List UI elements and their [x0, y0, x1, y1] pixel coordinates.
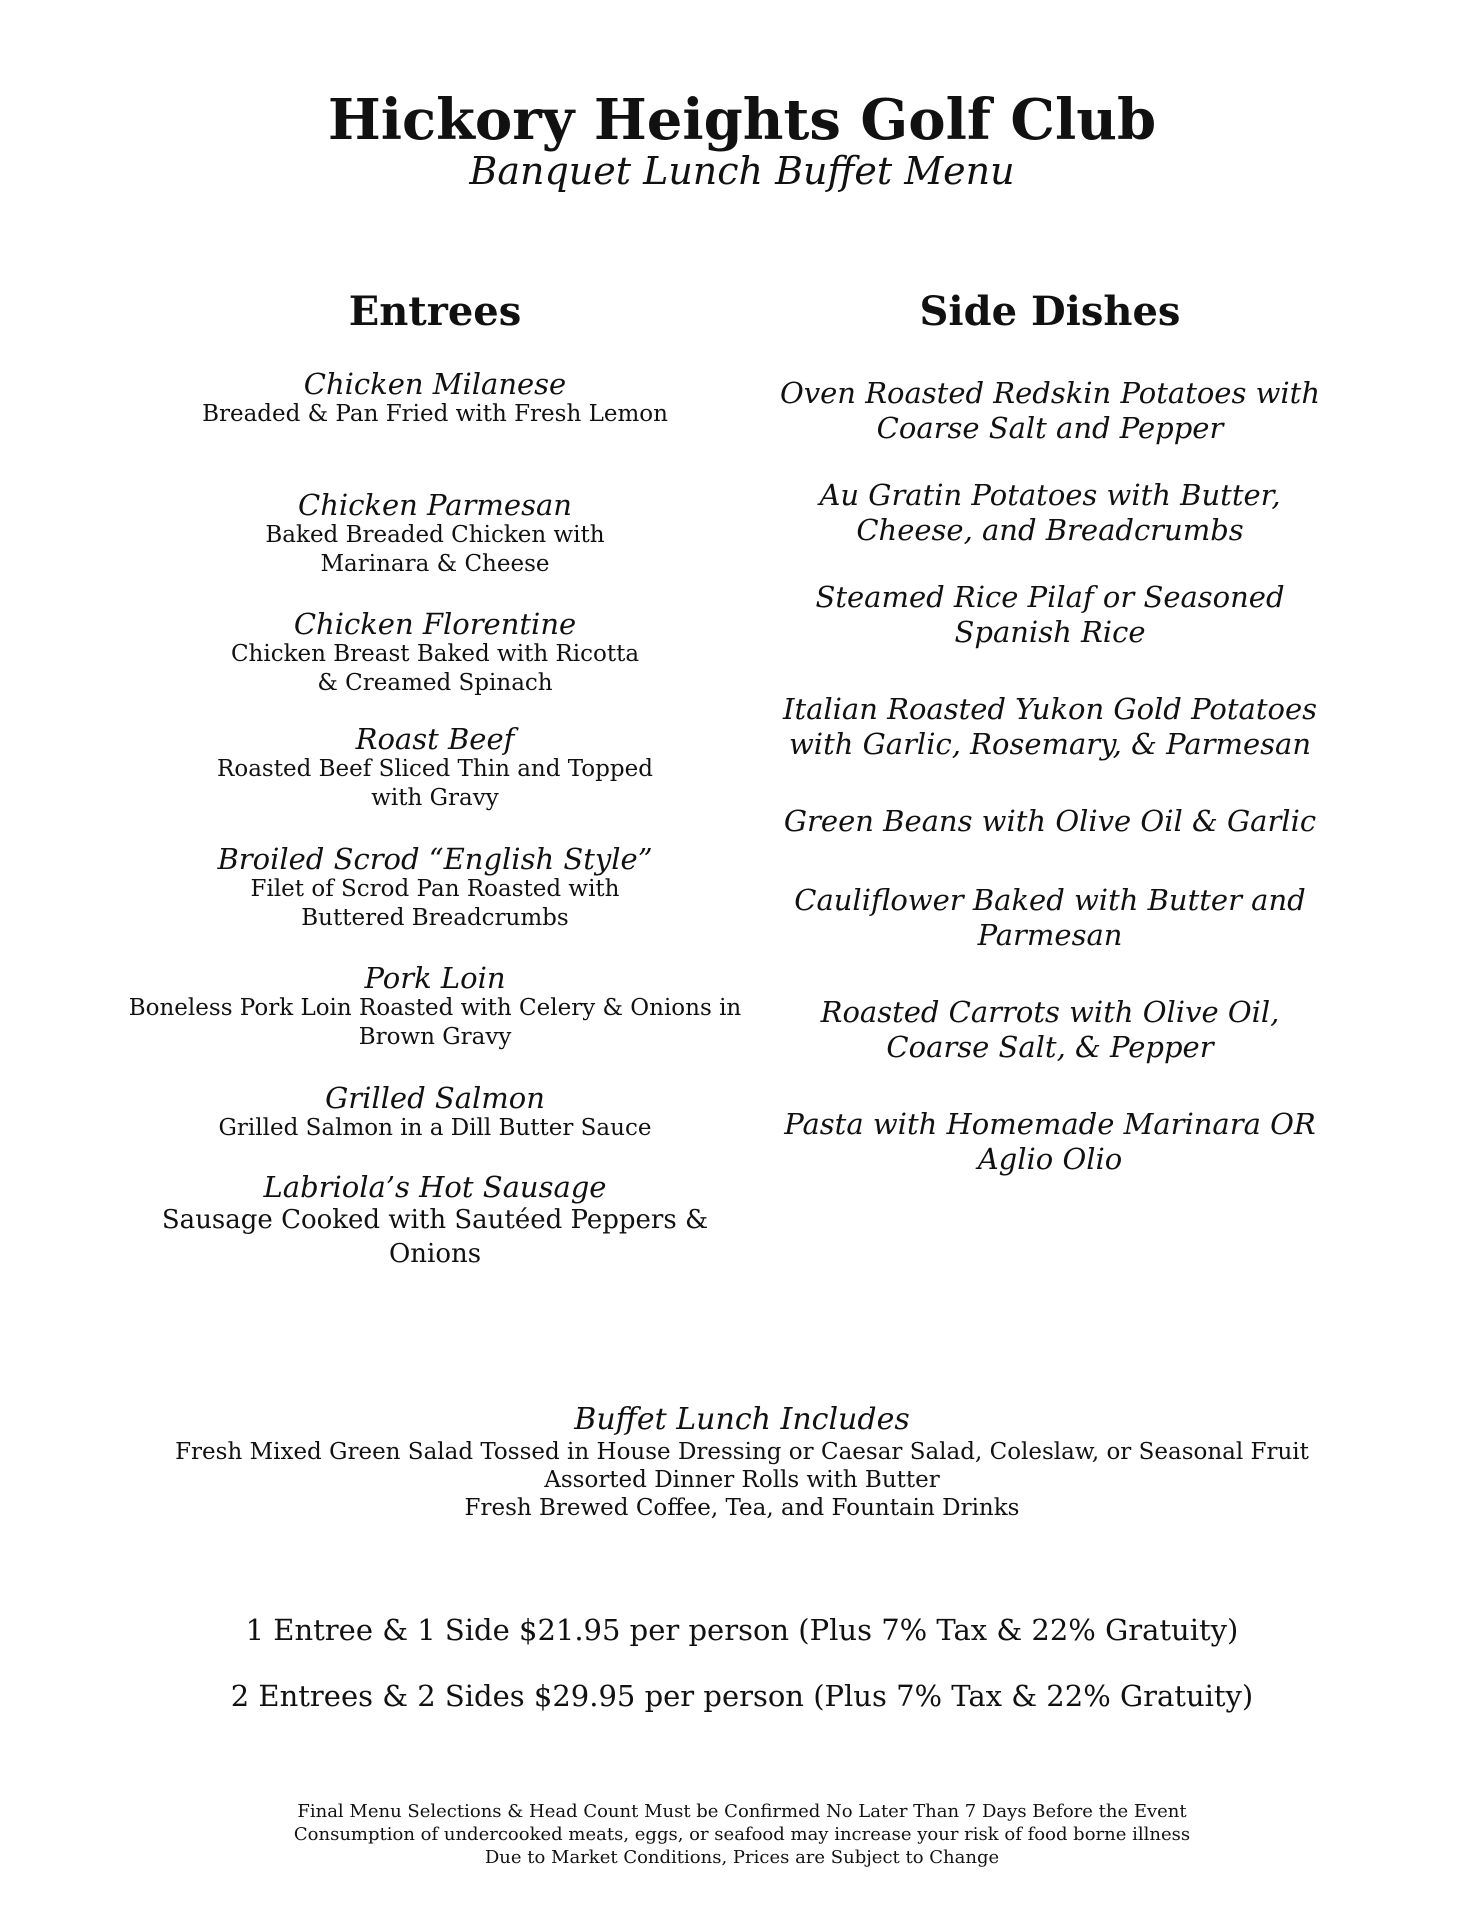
- entree-item: [120, 723, 750, 813]
- entrees-column: [120, 286, 750, 1271]
- sides-column: [770, 286, 1330, 1177]
- entree-name: Broiled Scrod “English Style”: [217, 842, 653, 876]
- entree-name: Chicken Milanese: [303, 367, 567, 401]
- side-item: Cauliflower Baked with Butter and Parmesan: [794, 883, 1306, 952]
- entree-name: Chicken Parmesan: [298, 488, 572, 522]
- price-line: 2 Entrees & 2 Sides $29.95 per person (Plus 7% Tax & 22% Gratuity): [230, 1679, 1254, 1713]
- side-item: Steamed Rice Pilaf or Seasoned Spanish Rice: [815, 580, 1285, 649]
- entree-description: Grilled Salmon in a Dill Butter Sauce: [218, 1115, 652, 1141]
- entree-item: [120, 843, 750, 933]
- entree-name: Grilled Salmon: [325, 1081, 545, 1115]
- entree-description: Roasted Beef Sliced Thin and Topped with Gravy: [217, 756, 653, 811]
- side-item: Pasta with Homemade Marinara OR Aglio Olio: [784, 1107, 1316, 1176]
- includes-title: Buffet Lunch Includes: [574, 1402, 910, 1437]
- entree-item: [120, 608, 750, 698]
- side-item: Italian Roasted Yukon Gold Potatoes with Garlic, Rosemary, & Parmesan: [782, 692, 1317, 761]
- entree-description: Filet of Scrod Pan Roasted with Buttered Breadcrumbs: [250, 876, 620, 931]
- entree-description: Boneless Pork Loin Roasted with Celery & Onions in Brown Gravy: [128, 995, 742, 1050]
- entree-description: Baked Breaded Chicken with Marinara & Cheese: [265, 522, 605, 577]
- entree-name: Chicken Florentine: [293, 607, 577, 641]
- side-item: Oven Roasted Redskin Potatoes with Coarse Salt and Pepper: [779, 376, 1320, 445]
- footer-line: Final Menu Selections & Head Count Must be Confirmed No Later Than 7 Days Before the Event: [297, 1801, 1187, 1822]
- price-line: 1 Entree & 1 Side $21.95 per person (Plus 7% Tax & 22% Gratuity): [245, 1613, 1239, 1647]
- includes-line: Fresh Brewed Coffee, Tea, and Fountain Drinks: [464, 1495, 1020, 1521]
- includes-line: Fresh Mixed Green Salad Tossed in House Dressing or Caesar Salad, Coleslaw, or Seasonal Fruit: [175, 1439, 1309, 1465]
- entree-item: [120, 368, 750, 429]
- entree-description: Chicken Breast Baked with Ricotta & Creamed Spinach: [230, 641, 640, 696]
- includes-line: Assorted Dinner Rolls with Butter: [544, 1467, 940, 1493]
- side-item: Roasted Carrots with Olive Oil, Coarse Salt, & Pepper: [820, 995, 1280, 1064]
- buffet-includes: [0, 1402, 1484, 1522]
- page-title: Hickory Heights Golf Club: [327, 87, 1157, 153]
- entree-item: [120, 1082, 750, 1143]
- entrees-heading: Entrees: [348, 288, 522, 335]
- entree-description: Breaded & Pan Fried with Fresh Lemon: [202, 401, 668, 427]
- sides-heading: Side Dishes: [919, 288, 1181, 335]
- entree-description: Sausage Cooked with Sautéed Peppers & Onions: [161, 1205, 709, 1269]
- entree-name: Labriola’s Hot Sausage: [263, 1170, 607, 1204]
- entree-name: Pork Loin: [364, 961, 506, 995]
- entree-item: [120, 489, 750, 579]
- side-item: Green Beans with Olive Oil & Garlic: [783, 804, 1317, 838]
- entree-name: Roast Beef: [355, 722, 515, 756]
- side-item: Au Gratin Potatoes with Butter, Cheese, and Breadcrumbs: [819, 478, 1281, 547]
- entree-item: [120, 962, 750, 1052]
- footer-line: Due to Market Conditions, Prices are Subject to Change: [484, 1847, 1000, 1868]
- footer-line: Consumption of undercooked meats, eggs, or seafood may increase your risk of food borne illness: [293, 1824, 1191, 1845]
- entree-item: [120, 1171, 750, 1271]
- footer-notes: [0, 1800, 1484, 1869]
- page-subtitle: Banquet Lunch Buffet Menu: [469, 149, 1015, 193]
